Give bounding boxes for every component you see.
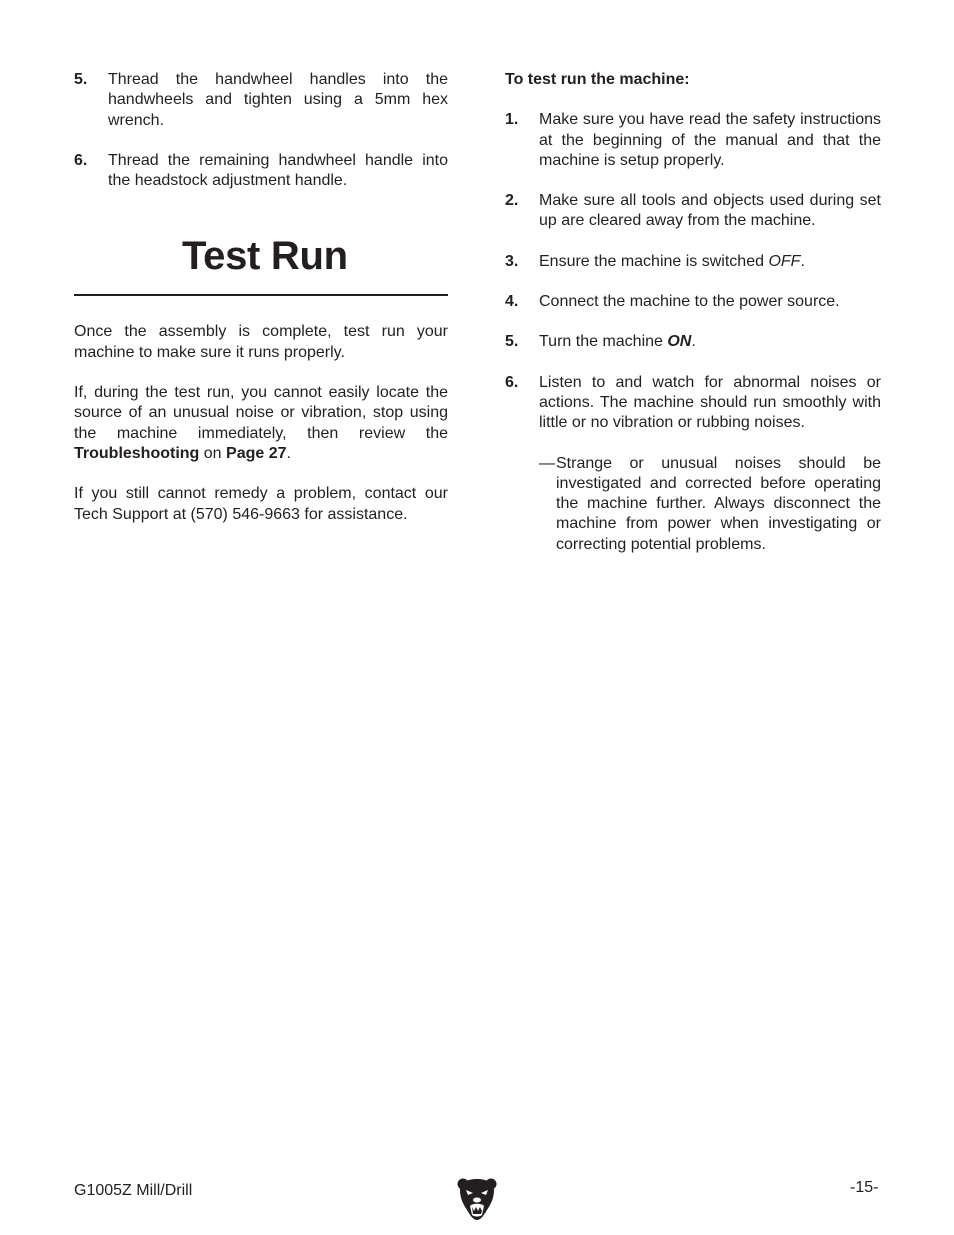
paragraph-text: . <box>286 444 291 462</box>
procedure-step-1 <box>505 110 881 171</box>
procedure-step-3 <box>505 252 881 272</box>
paragraph-text: on <box>199 444 227 462</box>
step-text: Make sure all tools and objects used during set up are cleared away from the machine. <box>539 192 881 230</box>
step-text: Thread the handwheel handles into the handwheels and tighten using a 5mm hex wrench. <box>108 71 448 129</box>
step-text: Connect the machine to the power source. <box>539 293 840 311</box>
paragraph-text: If, during the test run, you cannot easily locate the source of an unusual noise or vibration, stop using the machine immediately, then review the <box>74 384 448 442</box>
left-column <box>74 70 448 545</box>
step-number: 2. <box>505 192 519 210</box>
step-text: Ensure the machine is switched <box>539 252 769 270</box>
step-number: 4. <box>505 293 519 311</box>
step-number: 3. <box>505 252 519 270</box>
right-column <box>505 70 881 555</box>
step-number: 6. <box>505 373 519 391</box>
procedure-step-6 <box>505 373 881 434</box>
troubleshooting-reference: Troubleshooting <box>74 444 200 462</box>
troubleshooting-paragraph <box>74 383 448 464</box>
footer-model: G1005Z Mill/Drill <box>74 1182 193 1199</box>
section-title: Test Run <box>182 234 348 279</box>
support-paragraph: If you still cannot remedy a problem, contact our Tech Support at (570) 546-9663 for assistance. <box>74 485 448 523</box>
step-text: Thread the remaining handwheel handle into the headstock adjustment handle. <box>108 151 448 190</box>
step-number: 6. <box>74 151 88 169</box>
on-emphasis: ON <box>667 333 692 351</box>
procedure-step-4 <box>505 292 881 312</box>
page-number: -15- <box>850 1179 879 1196</box>
procedure-step-2 <box>505 191 881 232</box>
step-number: 5. <box>505 333 519 351</box>
step-number: 1. <box>505 111 519 129</box>
dash-marker: — <box>539 454 555 472</box>
step-5 <box>74 70 448 131</box>
step-text: . <box>691 333 696 351</box>
step-text: Turn the machine <box>539 333 668 351</box>
procedure-heading: To test run the machine: <box>505 71 690 88</box>
step-text: Make sure you have read the safety instructions at the beginning of the manual and that the machine is setup properly. <box>539 111 881 169</box>
step-number: 5. <box>74 71 88 88</box>
intro-paragraph: Once the assembly is complete, test run your machine to make sure it runs properly. <box>74 323 448 361</box>
bear-head-logo-icon <box>456 1176 498 1222</box>
note-text: Strange or unusual noises should be investigated and corrected before operating the machine further. Always disconnect the machine from power when investigating or correcting potential problems. <box>556 454 881 553</box>
noise-note <box>539 454 881 555</box>
step-text: . <box>800 252 805 270</box>
section-divider <box>74 294 448 296</box>
step-6 <box>74 151 448 192</box>
off-emphasis: OFF <box>768 252 801 270</box>
page-reference: Page 27 <box>226 444 287 462</box>
step-text: Listen to and watch for abnormal noises or actions. The machine should run smoothly with little or no vibration or rubbing noises. <box>539 373 881 432</box>
procedure-step-5 <box>505 332 881 352</box>
